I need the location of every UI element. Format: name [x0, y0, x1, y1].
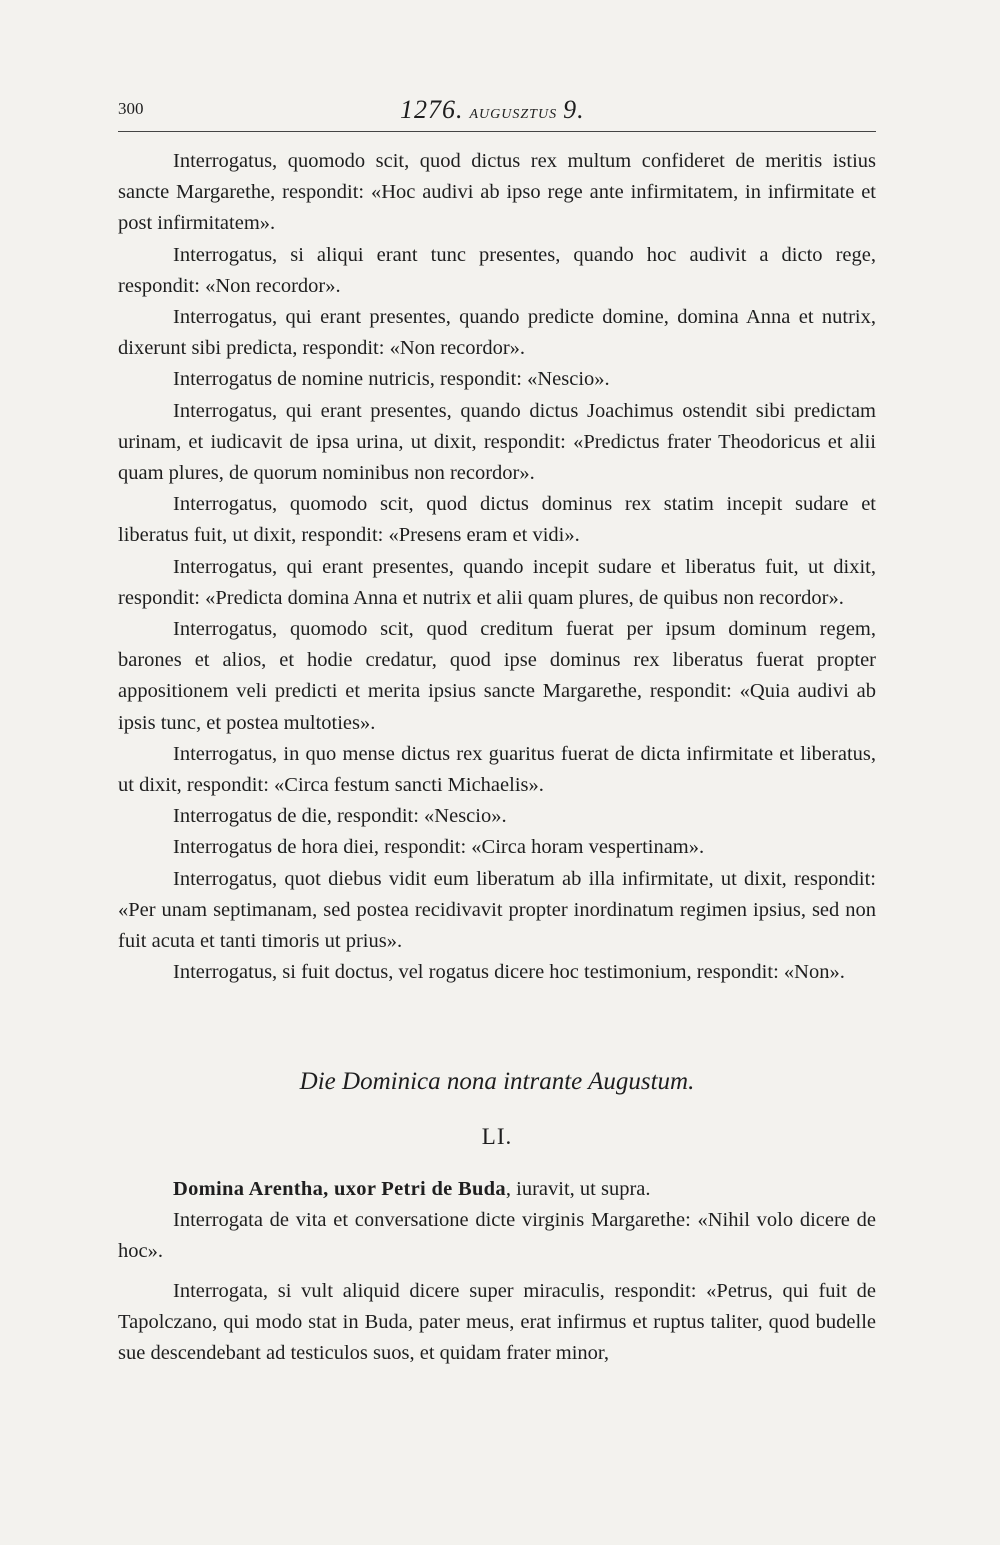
paragraph: Interrogatus, quomodo scit, quod creditum fuerat per ipsum dominum regem, barones et alios, et hodie credatur, quod ipse dominus rex liberatus fuerat propter appositionem veli predicti et merita ipsius sancte Margarethe, respondit: «Quia audivi ab ipsis tunc, et postea multoties». [118, 618, 876, 734]
witness-name: Domina Arentha, uxor Petri de Buda [173, 1178, 506, 1200]
witness-text [118, 1174, 876, 1369]
section-number: LI. [481, 1124, 513, 1149]
paragraph: Interrogatus, qui erant presentes, quando incepit sudare et liberatus fuit, ut dixit, respondit: «Predicta domina Anna et nutrix et alii quam plures, de quibus non recordor». [118, 555, 876, 609]
running-head [400, 95, 585, 125]
witness-intro [118, 1174, 876, 1205]
paragraph: Interrogatus, si aliqui erant tunc presentes, quando hoc audivit a dicto rege, respondit: «Non recordor». [118, 243, 876, 297]
page-header [118, 95, 876, 132]
paragraph: Interrogata, si vult aliquid dicere super miraculis, respondit: «Petrus, qui fuit de Tapolczano, qui modo stat in Buda, pater meus, erat infirmus et ruptus taliter, quod budelle sue descendebant ad testiculos suos, et quidam frater minor, [118, 1279, 876, 1365]
paragraph: Interrogatus de nomine nutricis, respondit: «Nescio». [173, 368, 610, 391]
paragraph: Interrogatus, quomodo scit, quod dictus dominus rex statim incepit sudare et liberatus fuit, ut dixit, respondit: «Presens eram et vidi». [118, 493, 876, 547]
paragraph: Interrogatus de hora diei, respondit: «Circa horam vespertinam». [173, 836, 705, 859]
paragraph: Interrogatus, in quo mense dictus rex guaritus fuerat de dicta infirmitate et liberatus, ut dixit, respondit: «Circa festum sancti Michaelis». [118, 742, 876, 797]
paragraph: Interrogatus, quomodo scit, quod dictus rex multum confideret de meritis istius sancte Margarethe, respondit: «Hoc audivi ab ipso rege ante infirmitatem, in infirmitate et post infirmitatem». [118, 150, 876, 235]
paragraph: Interrogatus, si fuit doctus, vel rogatus dicere hoc testimonium, respondit: «Non». [173, 961, 845, 984]
running-head-year: 1276. [400, 95, 464, 124]
paragraph: Interrogatus de die, respondit: «Nescio». [173, 805, 507, 828]
running-head-day: 9. [563, 95, 585, 124]
paragraph: Interrogatus, qui erant presentes, quando dictus Joachimus ostendit sibi predictam urinam, et iudicavit de ipsa urina, ut dixit, respondit: «Predictus frater Theodoricus et alii quam plures, de quorum nominibus non recordor». [118, 399, 876, 485]
paragraph: Interrogatus, qui erant presentes, quando predicte domine, domina Anna et nutrix, dixerunt sibi predicta, respondit: «Non recordor». [118, 306, 876, 360]
testimony-text [118, 146, 876, 988]
paragraph: Interrogatus, quot diebus vidit eum liberatum ab illa infirmitate, ut dixit, respondit: «Per unam septimanam, sed postea recidivavit propter inordinatum regimen ipsius, sed non fuit acuta et tanti timoris ut prius». [118, 867, 876, 953]
paragraph: Interrogata de vita et conversatione dicte virginis Margarethe: «Nihil volo dicere de hoc». [118, 1209, 876, 1263]
witness-oath: , iuravit, ut supra. [505, 1178, 651, 1200]
running-head-month: AUGUSZTUS [469, 107, 558, 122]
page-number: 300 [118, 99, 144, 118]
section-title: Die Dominica nona intrante Augustum. [299, 1068, 695, 1095]
